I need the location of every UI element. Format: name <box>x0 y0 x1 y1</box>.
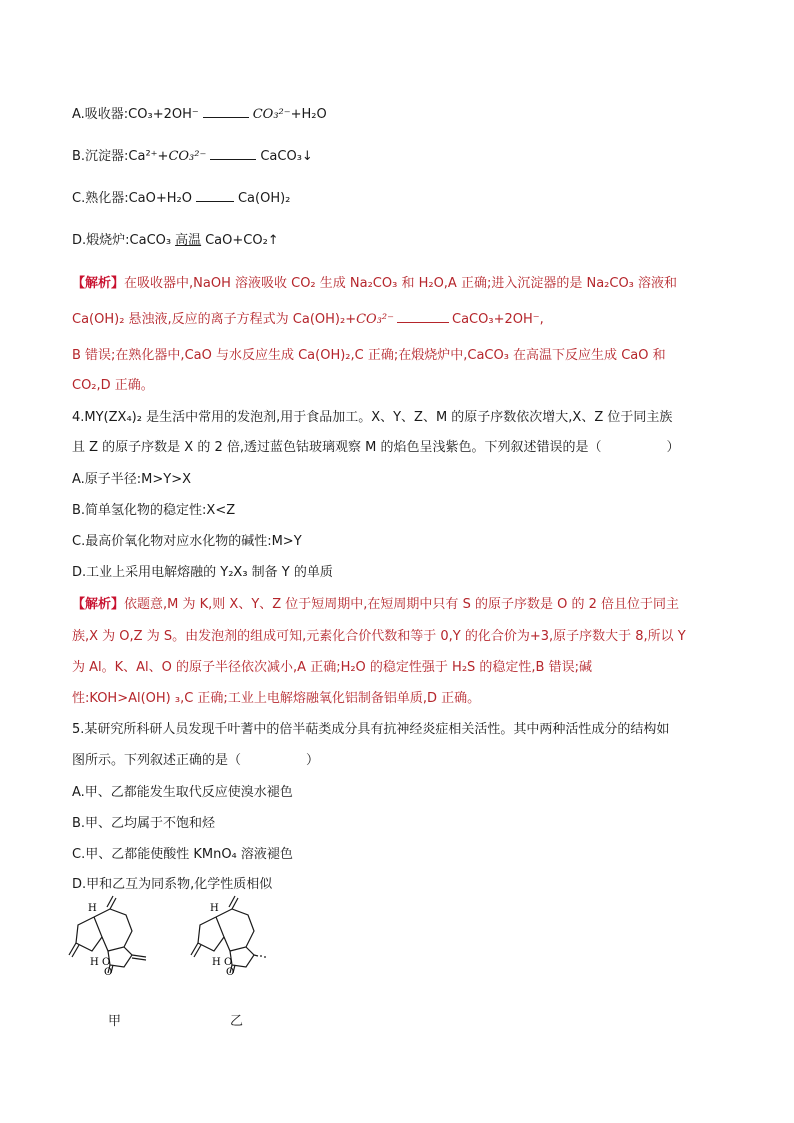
q5-option-d: D.甲和乙互为同系物,化学性质相似 <box>72 877 273 892</box>
q5-stem-line1: 5.某研究所科研人员发现千叶蓍中的倍半萜类成分具有抗神经炎症相关活性。其中两种活性成分的结构如 <box>72 722 670 737</box>
q5-option-a: A.甲、乙都能发生取代反应使溴水褪色 <box>72 785 293 800</box>
atom-o-label: O <box>224 957 233 968</box>
analysis-tag: 【解析】 <box>72 597 125 612</box>
q3-analysis-line1: 【解析】在吸收器中,NaOH 溶液吸收 CO₂ 生成 Na₂CO₃ 和 H₂O,A 正确;进入沉淀器的是 Na₂CO₃ 溶液和 <box>72 276 678 291</box>
atom-h-label: H <box>212 957 221 968</box>
q4-stem-line1: 4.MY(ZX₄)₂ 是生活中常用的发泡剂,用于食品加工。X、Y、Z、M 的原子序数依次增大,X、Z 位于同主族 <box>72 410 673 425</box>
q4-stem-line2: 且 Z 的原子序数是 X 的 2 倍,透过蓝色钴玻璃观察 M 的焰色呈浅紫色。下列叙述错误的是（ ） <box>72 440 680 455</box>
atom-o-label: O <box>102 957 111 968</box>
q4-analysis-line2: 族,X 为 O,Z 为 S。由发泡剂的组成可知,元素化合价代数和等于 0,Y 的化合价为+3,原子序数大于 8,所以 Y <box>72 629 686 644</box>
q3-analysis-line2: Ca(OH)₂ 悬浊液,反应的离子方程式为 Ca(OH)₂+CO₃²⁻ CaCO₃+2OH⁻, <box>72 312 544 327</box>
atom-h-label: H <box>210 903 219 914</box>
q5-option-c: C.甲、乙都能使酸性 KMnO₄ 溶液褪色 <box>72 847 293 862</box>
q4-analysis-line1: 【解析】依题意,M 为 K,则 X、Y、Z 位于短周期中,在短周期中只有 S 的原子序数是 O 的 2 倍且位于同主 <box>72 597 679 612</box>
reaction-condition: 高温 <box>175 233 202 248</box>
equation-line <box>397 313 449 323</box>
analysis-tag: 【解析】 <box>72 276 125 291</box>
q3-option-b: B.沉淀器:Ca²⁺+CO₃²⁻ CaCO₃↓ <box>72 149 313 164</box>
atom-o-label: O <box>226 967 235 975</box>
atom-o-label: O <box>104 967 113 975</box>
atom-h-label: H <box>88 903 97 914</box>
q3-option-d: D.煅烧炉:CaCO₃ 高温 CaO+CO₂↑ <box>72 233 279 248</box>
equation-blank <box>210 148 256 160</box>
q3-option-c: C.熟化器:CaO+H₂O Ca(OH)₂ <box>72 191 291 206</box>
q3-option-a: A.吸收器:CO₃+2OH⁻ CO₃²⁻+H₂O <box>72 107 327 122</box>
q4-option-b: B.简单氢化物的稳定性:X<Z <box>72 503 236 518</box>
structure-label-yi: 乙 <box>230 1014 244 1029</box>
equation-blank <box>196 190 234 202</box>
q3-analysis-line3: B 错误;在熟化器中,CaO 与水反应生成 Ca(OH)₂,C 正确;在煅烧炉中,CaCO₃ 在高温下反应生成 CaO 和 <box>72 348 666 363</box>
q4-analysis-line3: 为 Al。K、Al、O 的原子半径依次减小,A 正确;H₂O 的稳定性强于 H₂S 的稳定性,B 错误;碱 <box>72 660 592 675</box>
structure-jia <box>64 895 174 975</box>
q4-option-c: C.最高价氧化物对应水化物的碱性:M>Y <box>72 534 302 549</box>
q4-option-d: D.工业上采用电解熔融的 Y₂X₃ 制备 Y 的单质 <box>72 565 333 580</box>
q5-option-b: B.甲、乙均属于不饱和烃 <box>72 816 216 831</box>
q5-stem-line2: 图所示。下列叙述正确的是（ ） <box>72 753 320 768</box>
q4-analysis-line4: 性:KOH>Al(OH) ₃,C 正确;工业上电解熔融氧化铝制备铝单质,D 正确。 <box>72 691 481 706</box>
q4-option-a: A.原子半径:M>Y>X <box>72 472 192 487</box>
atom-h-label: H <box>90 957 99 968</box>
structure-yi <box>186 895 296 975</box>
q3-analysis-line4: CO₂,D 正确。 <box>72 378 154 393</box>
structure-label-jia: 甲 <box>108 1014 122 1029</box>
equation-blank <box>203 106 249 118</box>
